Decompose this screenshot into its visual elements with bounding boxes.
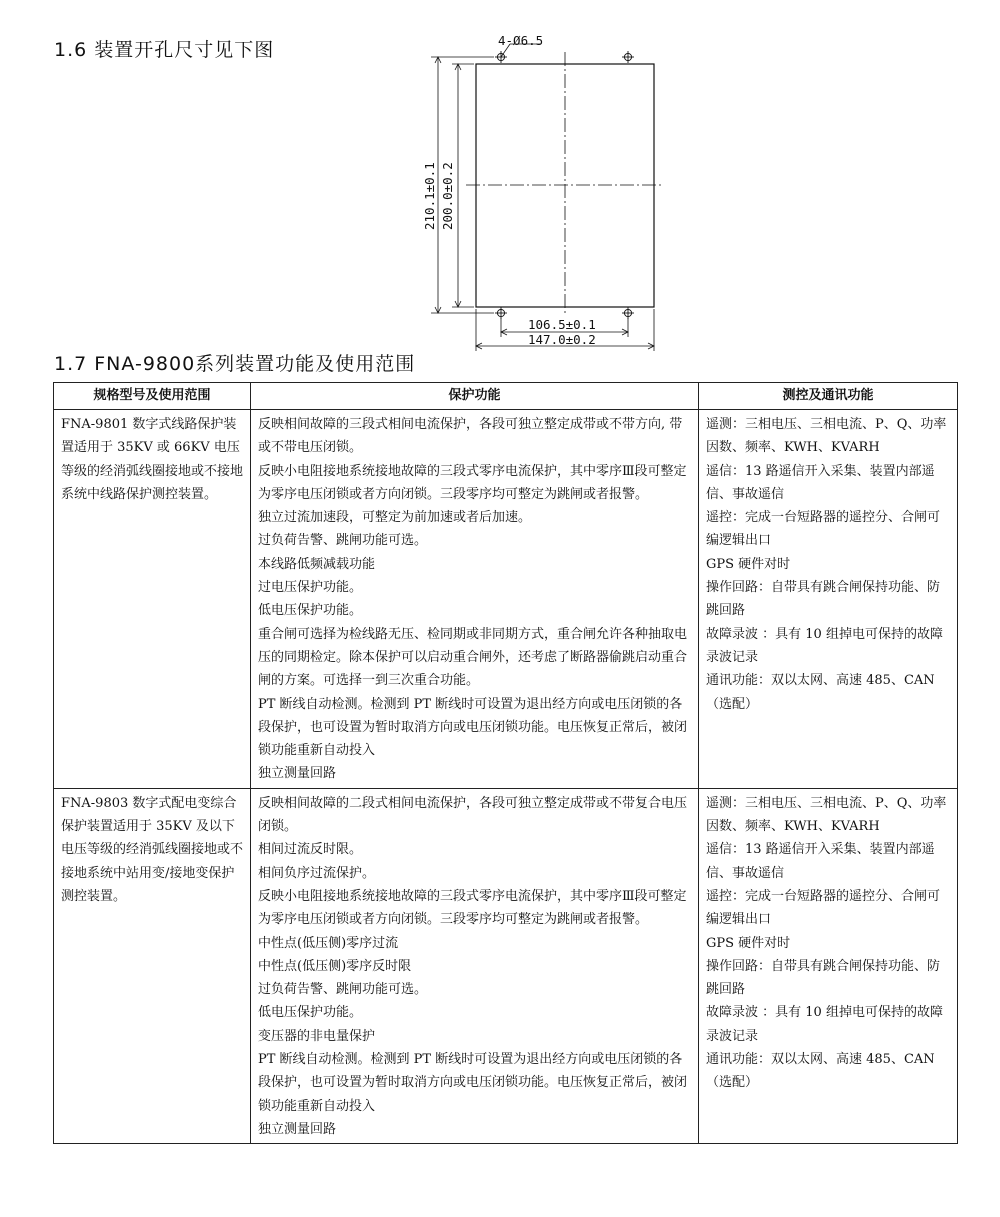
measurement-item: 遥测：三相电压、三相电流、P、Q、功率因数、频率、KWH、KVARH xyxy=(706,795,947,835)
outer-height-label: 210.1±0.1 xyxy=(422,162,437,230)
protection-item: 反映小电阻接地系统接地故障的三段式零序电流保护，其中零序Ⅲ段可整定为零序电压闭锁或者方向闭锁。三段零序均可整定为跳闸或者报警。 xyxy=(258,888,687,928)
protection-item: PT 断线自动检测。检测到 PT 断线时可设置为退出经方向或电压闭锁的各段保护，也可设置为暂时取消方向或电压闭锁功能。电压恢复正常后，被闭锁功能重新自动投入 xyxy=(258,696,688,759)
inner-height-label: 200.0±0.2 xyxy=(440,162,455,230)
protection-item: 过电压保护功能。 xyxy=(258,580,363,596)
protection-item: 反映相间故障的三段式相间电流保护，各段可独立整定成带或不带方向, 带或不带电压闭锁。 xyxy=(258,417,683,456)
header-protection: 保护功能 xyxy=(251,383,699,410)
measurement-cell xyxy=(699,410,958,789)
measurement-item: 遥控：完成一台短路器的遥控分、合闸可编逻辑出口 xyxy=(706,888,941,928)
measurement-item: 故障录波 ：具有 10 组掉电可保持的故障录波记录 xyxy=(706,626,943,665)
protection-cell xyxy=(251,410,699,789)
inner-height-dimension xyxy=(452,64,474,307)
protection-item: 独立过流加速段，可整定为前加速或者后加速。 xyxy=(258,510,532,526)
protection-item: 本线路低频减载功能 xyxy=(258,556,376,572)
measurement-item: 遥测：三相电压、三相电流、P、Q、功率因数、频率、KWH、KVARH xyxy=(706,417,947,456)
outer-width-label: 147.0±0.2 xyxy=(528,332,596,347)
protection-item: PT 断线自动检测。检测到 PT 断线时可设置为退出经方向或电压闭锁的各段保护，也可设置为暂时取消方向或电压闭锁功能。电压恢复正常后，被闭锁功能重新自动投入 xyxy=(258,1052,688,1114)
protection-item: 低电压保护功能。 xyxy=(258,603,363,619)
cutout-drawing xyxy=(0,0,1000,360)
table-header-row xyxy=(54,383,958,410)
measurement-item: GPS 硬件对时 xyxy=(706,935,791,951)
protection-item: 低电压保护功能。 xyxy=(258,1005,363,1021)
protection-cell xyxy=(251,788,699,1143)
protection-item: 重合闸可选择为检线路无压、检同期或非同期方式，重合闸允许各种抽取电压的同期检定。除本保护可以启动重合闸外，还考虑了断路器偷跳启动重合闸的方案。可选择一到三次重合功能。 xyxy=(258,626,688,689)
hole-label: 4-Ø6.5 xyxy=(498,33,544,48)
protection-item: 过负荷告警、跳闸功能可选。 xyxy=(258,533,428,549)
measurement-item: 通讯功能：双以太网、高速 485、CAN（选配） xyxy=(706,1052,935,1091)
measurement-item: 遥控：完成一台短路器的遥控分、合闸可编逻辑出口 xyxy=(706,510,941,549)
section-title-functions: 1.7 FNA-9800系列装置功能及使用范围 xyxy=(54,353,416,375)
table-row xyxy=(54,788,958,1143)
measurement-item: 操作回路：自带具有跳合闸保持功能、防跳回路 xyxy=(706,958,941,998)
hole-spacing-label: 106.5±0.1 xyxy=(528,317,596,332)
measurement-item: 遥信：13 路遥信开入采集、装置内部遥信、事故遥信 xyxy=(706,842,935,881)
function-table xyxy=(53,382,958,1144)
protection-item: 反映相间故障的二段式相间电流保护，各段可独立整定成带或不带复合电压闭锁。 xyxy=(258,795,688,835)
protection-item: 中性点(低压侧)零序反时限 xyxy=(258,958,412,974)
model-cell: FNA-9801 数字式线路保护装置适用于 35KV 或 66KV 电压等级的经消弧线圈接地或不接地系统中线路保护测控装置。 xyxy=(54,410,251,789)
header-model: 规格型号及使用范围 xyxy=(54,383,251,410)
mounting-hole-icon xyxy=(622,307,634,319)
mounting-hole-icon xyxy=(495,307,507,319)
header-measurement: 测控及通讯功能 xyxy=(699,383,958,410)
measurement-cell xyxy=(699,788,958,1143)
section-title-cutout: 1.6 装置开孔尺寸见下图 xyxy=(54,39,275,61)
table-row xyxy=(54,410,958,789)
protection-item: 独立测量回路 xyxy=(258,1121,337,1137)
measurement-item: 通讯功能：双以太网、高速 485、CAN（选配） xyxy=(706,673,935,712)
protection-item: 独立测量回路 xyxy=(258,766,337,782)
model-cell: FNA-9803 数字式配电变综合保护装置适用于 35KV 及以下电压等级的经消弧线圈接地或不接地系统中站用变/接地变保护测控装置。 xyxy=(54,788,251,1143)
measurement-item: 遥信：13 路遥信开入采集、装置内部遥信、事故遥信 xyxy=(706,463,935,502)
mounting-hole-icon xyxy=(622,51,634,63)
protection-item: 过负荷告警、跳闸功能可选。 xyxy=(258,982,428,998)
protection-item: 相间过流反时限。 xyxy=(258,842,363,858)
protection-item: 反映小电阻接地系统接地故障的三段式零序电流保护，其中零序Ⅲ段可整定为零序电压闭锁或者方向闭锁。三段零序均可整定为跳闸或者报警。 xyxy=(258,463,687,502)
measurement-item: GPS 硬件对时 xyxy=(706,556,791,572)
protection-item: 中性点(低压侧)零序过流 xyxy=(258,935,399,951)
measurement-item: 操作回路：自带具有跳合闸保持功能、防跳回路 xyxy=(706,580,941,619)
measurement-item: 故障录波 ：具有 10 组掉电可保持的故障录波记录 xyxy=(706,1005,943,1044)
protection-item: 变压器的非电量保护 xyxy=(258,1028,376,1044)
protection-item: 相间负序过流保护。 xyxy=(258,865,376,881)
